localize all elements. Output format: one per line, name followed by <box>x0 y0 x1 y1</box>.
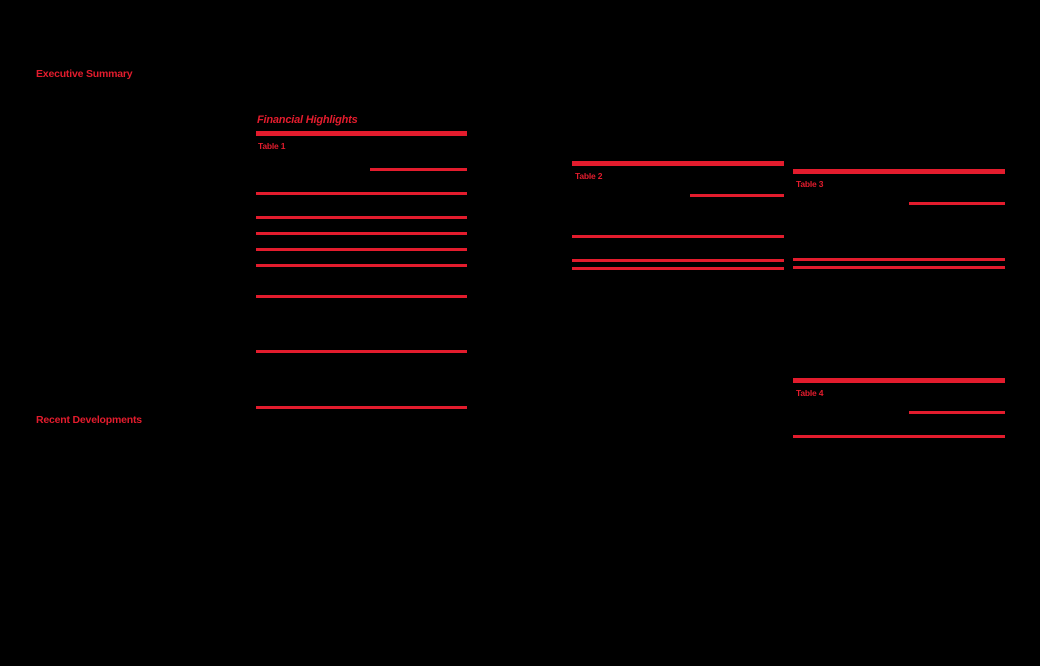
table-1-column-header-rule <box>370 168 467 171</box>
table-1-top-rule <box>256 131 467 136</box>
table-3-label: Table 3 <box>796 179 824 189</box>
table-3-column-header-rule <box>909 202 1005 205</box>
table-3-top-rule <box>793 169 1005 174</box>
financial-highlights-heading: Financial Highlights <box>257 114 358 126</box>
recent-developments-heading: Recent Developments <box>36 414 142 426</box>
table-1-row-rule <box>256 264 467 267</box>
table-2-row-rule <box>572 259 784 262</box>
table-2-label: Table 2 <box>575 171 603 181</box>
table-2-header-rule <box>572 235 784 238</box>
table-1-row-rule <box>256 295 467 298</box>
table-1-row-rule <box>256 232 467 235</box>
table-3-row-rule <box>793 258 1005 261</box>
table-3-bottom-rule <box>793 266 1005 269</box>
table-2-bottom-rule <box>572 267 784 270</box>
table-2-column-header-rule <box>690 194 784 197</box>
table-1-header-rule <box>256 192 467 195</box>
table-4-label: Table 4 <box>796 388 824 398</box>
table-4-column-header-rule <box>909 411 1005 414</box>
table-1-row-rule <box>256 216 467 219</box>
table-1-bottom-rule <box>256 406 467 409</box>
table-2-top-rule <box>572 161 784 166</box>
executive-summary-heading: Executive Summary <box>36 68 133 80</box>
table-4-bottom-rule <box>793 435 1005 438</box>
table-1-row-rule <box>256 350 467 353</box>
table-1-label: Table 1 <box>258 141 286 151</box>
table-4-top-rule <box>793 378 1005 383</box>
table-1-row-rule <box>256 248 467 251</box>
